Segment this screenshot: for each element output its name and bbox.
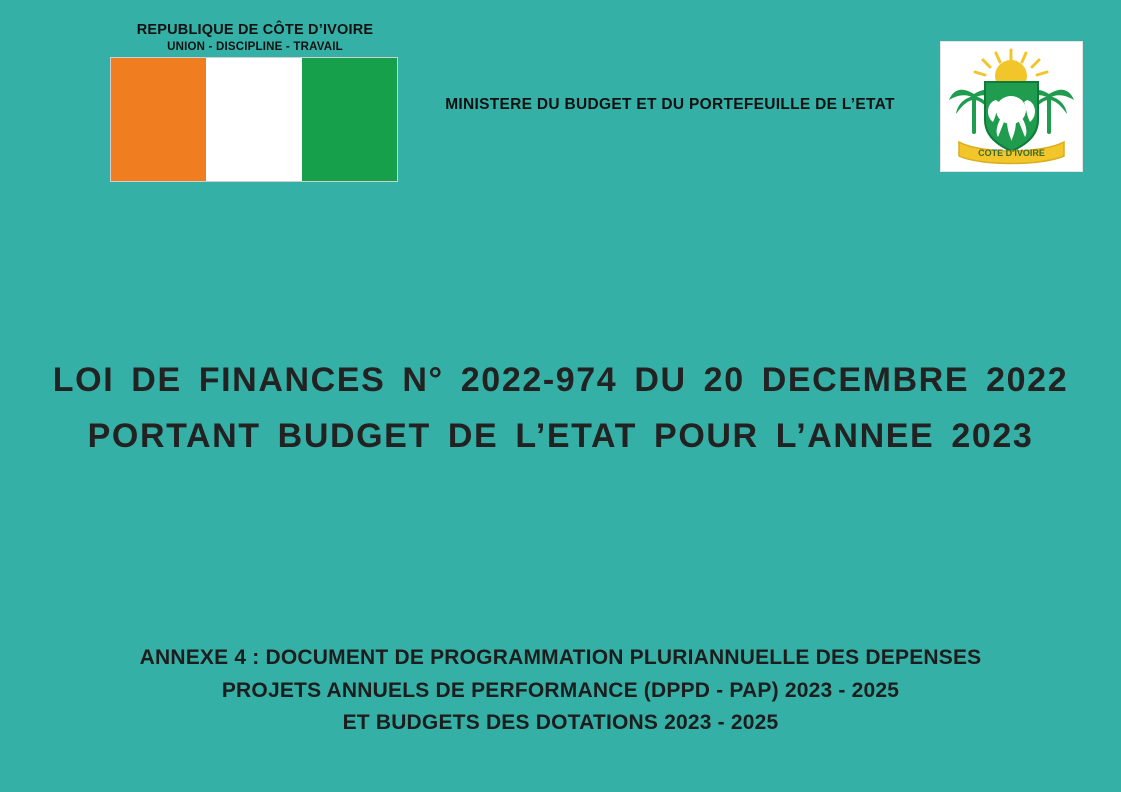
annex-line-2: PROJETS ANNUELS DE PERFORMANCE (DPPD - PAP) 2023 - 2025	[221, 678, 900, 702]
flag-band-orange	[111, 58, 206, 181]
svg-text:COTE D'IVOIRE: COTE D'IVOIRE	[978, 148, 1045, 158]
title-line-2: PORTANT BUDGET DE L’ETAT POUR L’ANNEE 2023	[87, 417, 1034, 456]
ivory-coast-flag-icon	[110, 57, 398, 182]
republic-motto: UNION - DISCIPLINE - TRAVAIL	[167, 40, 343, 53]
document-annex-block	[0, 642, 1121, 740]
coat-of-arms-icon	[940, 41, 1083, 172]
flag-band-white	[206, 58, 301, 181]
title-line-1: LOI DE FINANCES N° 2022-974 DU 20 DECEMBRE 2022	[52, 361, 1069, 399]
annex-line-3: ET BUDGETS DES DOTATIONS 2023 - 2025	[342, 711, 779, 735]
annex-line-1: ANNEXE 4 : DOCUMENT DE PROGRAMMATION PLURIANNUELLE DES DEPENSES	[139, 646, 982, 669]
republic-title: REPUBLIQUE DE CÔTE D’IVOIRE	[136, 22, 374, 38]
republic-block	[110, 22, 400, 53]
flag-band-green	[302, 58, 397, 181]
ministry-title: MINISTERE DU BUDGET ET DU PORTEFEUILLE DE L’ETAT	[445, 96, 895, 113]
document-main-title	[0, 352, 1121, 464]
document-header	[0, 0, 1121, 200]
